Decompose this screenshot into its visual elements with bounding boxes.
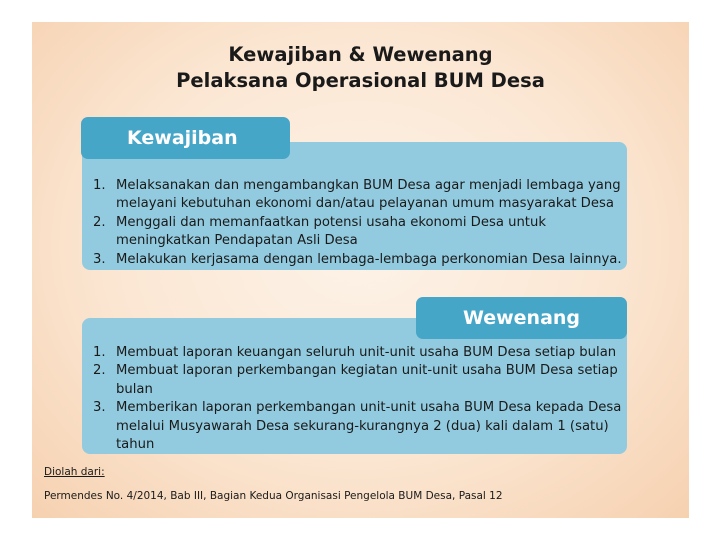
list-item-text: Menggali dan memanfaatkan potensi usaha ekonomi Desa untuk meningkatkan Pendapatan Asli Desa [116, 214, 546, 249]
list-item-text: Memberikan laporan perkembangan unit-unit usaha BUM Desa kepada Desa melalui Musyawarah Desa sekurang-kurangnya 2 (dua) kali dalam 1 (satu) tahun [116, 400, 622, 453]
list-item-text: Melakukan kerjasama dengan lembaga-lembaga perkonomian Desa lainnya. [116, 251, 622, 267]
wewenang-heading: Wewenang [416, 297, 627, 339]
wewenang-list [93, 344, 623, 454]
kewajiban-box [82, 142, 627, 270]
list-item [93, 214, 623, 251]
list-item-text: Membuat laporan perkembangan kegiatan unit-unit usaha BUM Desa setiap bulan [116, 363, 618, 397]
kewajiban-list [93, 177, 623, 269]
list-item-number: 3. [93, 400, 106, 416]
list-item [93, 251, 623, 269]
list-item [93, 399, 623, 454]
list-item-number: 2. [93, 363, 106, 379]
list-item-number: 1. [93, 178, 106, 193]
kewajiban-heading: Kewajiban [81, 117, 290, 159]
list-item [93, 344, 623, 362]
list-item-number: 2. [93, 214, 106, 230]
source-label: Diolah dari: [44, 466, 105, 478]
list-item-number: 3. [93, 251, 106, 267]
title-line-1: Kewajiban & Wewenang [228, 43, 493, 66]
list-item [93, 177, 623, 214]
list-item-text: Melaksanakan dan mengambangkan BUM Desa agar menjadi lembaga yang melayani kebutuhan ekonomi dan/atau pelayanan umum masyarakat Desa [116, 178, 621, 212]
title-line-2: Pelaksana Operasional BUM Desa [176, 69, 545, 92]
source-text: Permendes No. 4/2014, Bab III, Bagian Kedua Organisasi Pengelola BUM Desa, Pasal 12 [44, 490, 503, 502]
source-note [44, 465, 503, 503]
slide-title [32, 42, 689, 94]
list-item-text: Membuat laporan keuangan seluruh unit-unit usaha BUM Desa setiap bulan [116, 345, 617, 360]
list-item [93, 362, 623, 399]
slide [32, 22, 689, 518]
list-item-number: 1. [93, 345, 106, 360]
